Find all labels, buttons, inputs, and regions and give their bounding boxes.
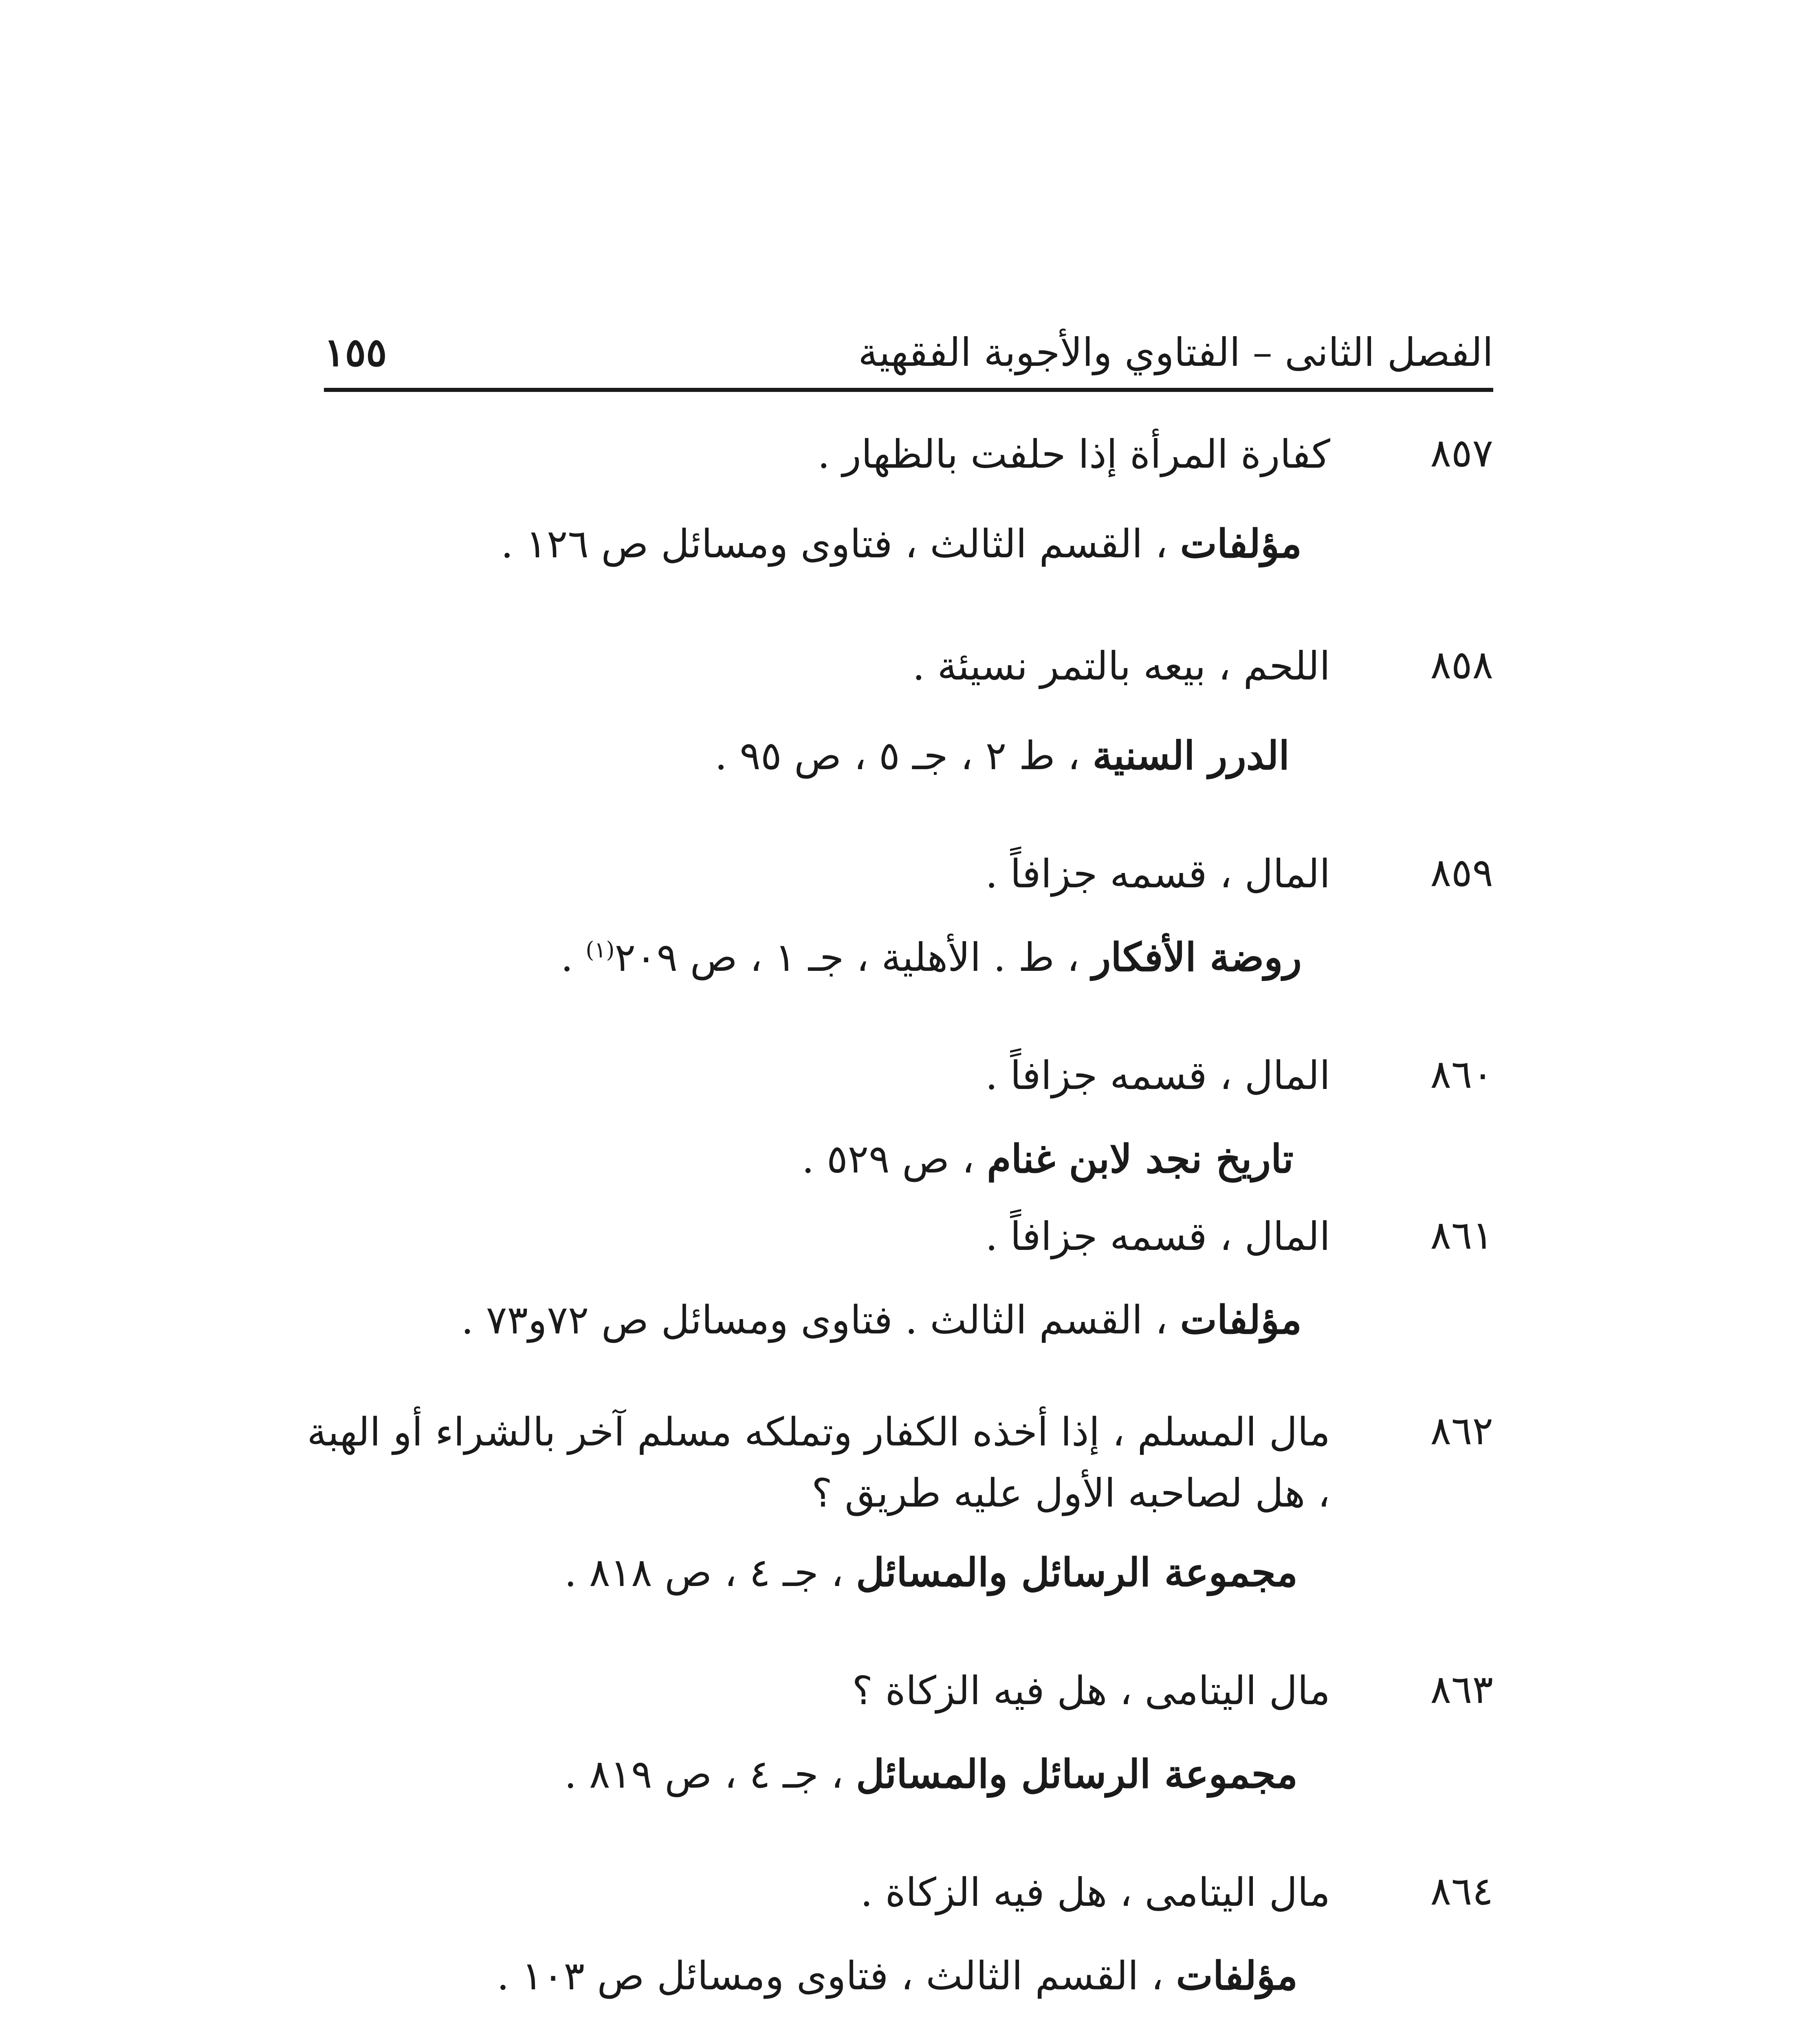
entry-number: ٨٥٨: [1430, 642, 1493, 688]
source-detail: ، جـ ٤ ، ص ٨١٩ .: [564, 1751, 844, 1797]
entry-number: ٨٦٠: [1430, 1051, 1493, 1097]
entry-number: ٨٦٤: [1430, 1868, 1493, 1914]
page-number: ١٥٥: [324, 329, 387, 375]
entry-question: اللحم ، بيعه بالتمر نسيئة .: [912, 643, 1330, 689]
source-book: مؤلفات: [1180, 521, 1302, 567]
source-book: مؤلفات: [1176, 1953, 1298, 1999]
entry-number: ٨٦٣: [1430, 1667, 1493, 1712]
source-detail: ، القسم الثالث ، فتاوى ومسائل ص ١٢٦ .: [501, 521, 1168, 567]
entry-question: مال المسلم ، إذا أخذه الكفار وتملكه مسلم آخر بالشراء أو الهبة ، هل لصاحبه الأول عليه طريق ؟: [307, 1409, 1330, 1516]
entry-source: [324, 725, 1290, 786]
source-book: مجموعة الرسائل والمسائل: [856, 1751, 1298, 1797]
entry-source: [324, 1945, 1298, 2006]
entry-number: ٨٥٩: [1430, 850, 1493, 895]
entry-question: المال ، قسمه جزافاً .: [985, 1214, 1330, 1259]
source-book: مجموعة الرسائل والمسائل: [856, 1549, 1298, 1595]
source-detail: ، ط ٢ ، جـ ٥ ، ص ٩٥ .: [715, 733, 1081, 779]
entry: [324, 843, 1493, 988]
entry: [324, 1862, 1493, 2006]
chapter-title: الفصل الثانى – الفتاوي والأجوبة الفقهية: [858, 330, 1493, 375]
source-book: روضة الأفكار: [1092, 934, 1302, 980]
source-detail: ، ص ٥٢٩ .: [801, 1136, 975, 1182]
entry-source: [324, 1128, 1294, 1190]
entry: [324, 636, 1493, 786]
entry-source: [324, 513, 1302, 574]
source-book: مؤلفات: [1180, 1297, 1302, 1343]
footnote-marker[interactable]: (١): [585, 937, 615, 963]
entries-list: [307, 424, 1493, 2037]
entry-question: المال ، قسمه جزافاً .: [985, 1053, 1330, 1098]
source-book: تاريخ نجد لابن غنام: [987, 1136, 1294, 1182]
entry-question: المال ، قسمه جزافاً .: [985, 851, 1330, 897]
entry: [324, 1206, 1493, 1351]
source-detail: ، ط . الأهلية ، جـ ١ ، ص ٢٠٩: [614, 935, 1080, 980]
entry-source: [324, 1289, 1302, 1351]
source-detail: ، القسم الثالث ، فتاوى ومسائل ص ١٠٣ .: [497, 1953, 1164, 1999]
source-detail: ، القسم الثالث . فتاوى ومسائل ص ٧٢و٧٣ .: [461, 1297, 1168, 1343]
entry-question: مال اليتامى ، هل فيه الزكاة ؟: [852, 1668, 1330, 1714]
entry: [324, 424, 1493, 574]
source-book: الدرر السنية: [1092, 733, 1290, 779]
entry-source: [324, 927, 1302, 988]
entry-question: كفارة المرأة إذا حلفت بالظهار .: [817, 431, 1330, 477]
entry-number: ٨٦١: [1430, 1212, 1493, 1258]
source-detail: ، جـ ٤ ، ص ٨١٨ .: [564, 1550, 844, 1595]
running-header: [324, 322, 1493, 387]
entry-source: [324, 1542, 1298, 1603]
entry-source: [324, 1744, 1298, 1805]
header-rule: [324, 388, 1493, 392]
entry-question: مال اليتامى ، هل فيه الزكاة .: [860, 1870, 1330, 1915]
entry-number: ٨٦٢: [1430, 1408, 1493, 1454]
entry-number: ٨٥٧: [1430, 430, 1493, 476]
entry: [324, 1660, 1493, 1805]
source-end: .: [561, 935, 586, 980]
entry: [307, 1401, 1493, 1603]
entry: [324, 1045, 1493, 1190]
